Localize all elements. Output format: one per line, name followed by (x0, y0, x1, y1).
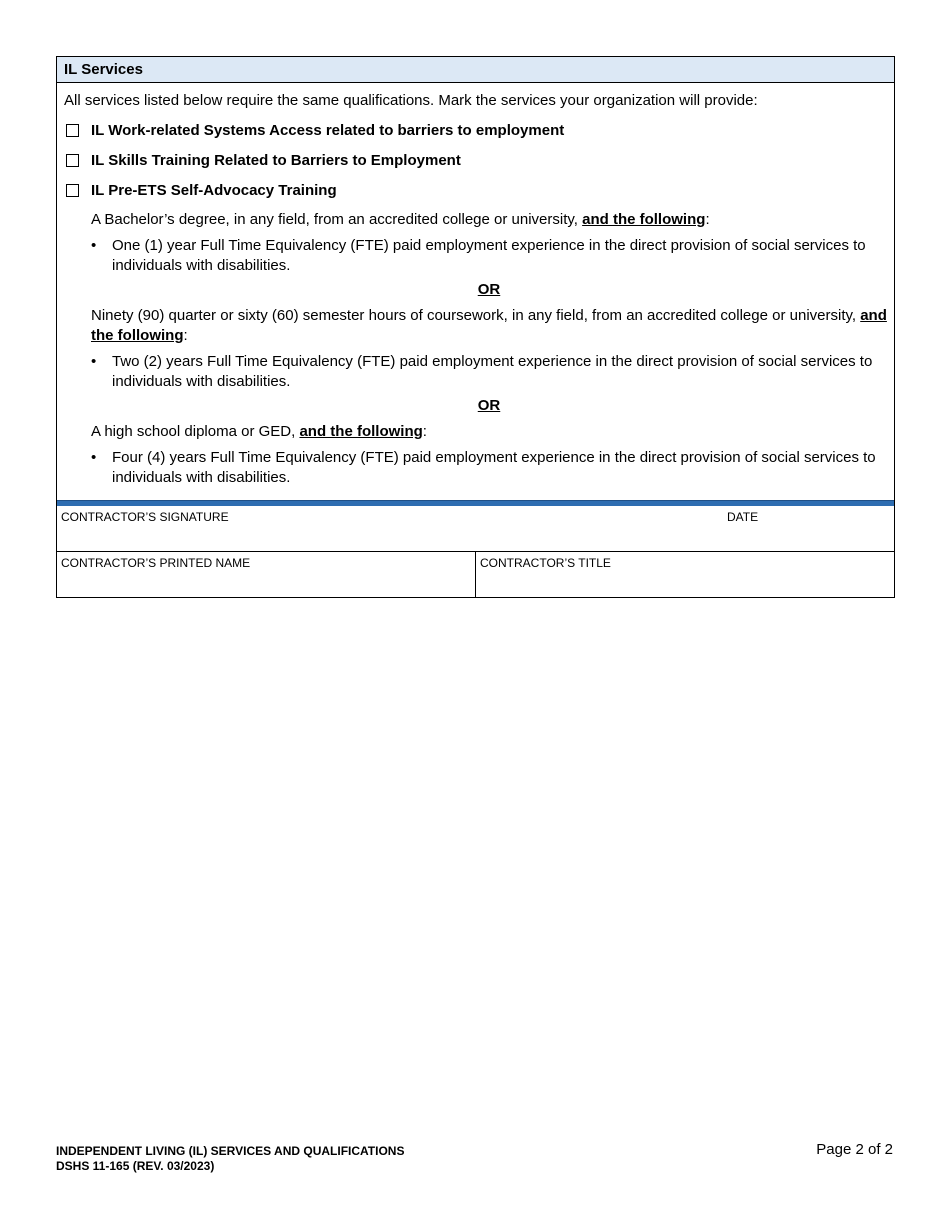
emphasis: and the following (299, 423, 423, 440)
or-separator: OR (477, 397, 501, 414)
qualification-text: A high school diploma or GED, (91, 423, 300, 440)
service-label: IL Skills Training Related to Barriers to Employment (91, 151, 461, 169)
il-services-form (56, 56, 895, 598)
colon: : (705, 211, 710, 228)
signature-row (57, 506, 894, 552)
colon: : (183, 327, 188, 344)
qualification-3 (91, 422, 887, 442)
title-label: CONTRACTOR’S TITLE (480, 556, 611, 570)
bullet-text: One (1) year Full Time Equivalency (FTE) paid employment experience in the direct provision of social services to individuals with disabilities. (112, 237, 866, 274)
date-label: DATE (727, 510, 759, 524)
bullet-icon: • (91, 237, 97, 254)
qualifications (64, 210, 887, 488)
checkbox-self-advocacy[interactable] (66, 184, 79, 197)
checkbox-work-systems-access[interactable] (66, 124, 79, 137)
colon: : (422, 423, 427, 440)
qualification-text: A Bachelor’s degree, in any field, from an accredited college or university, (91, 211, 583, 228)
emphasis: and the following (582, 211, 706, 228)
service-option-skills-training[interactable] (64, 150, 887, 170)
signature-label: CONTRACTOR’S SIGNATURE (61, 510, 229, 524)
section-body (57, 83, 894, 500)
bullet-icon: • (91, 353, 97, 370)
form-title: INDEPENDENT LIVING (IL) SERVICES AND QUALIFICATIONS (56, 1144, 405, 1158)
service-label: IL Pre-ETS Self-Advocacy Training (91, 181, 337, 199)
form-footer (56, 1144, 404, 1174)
qualification-2 (91, 306, 887, 346)
section-title: IL Services (57, 57, 894, 83)
bullet-text: Four (4) years Full Time Equivalency (FTE) paid employment experience in the direct provision of social services to individuals with disabilities. (112, 449, 876, 486)
qualification-1-bullet (91, 236, 887, 276)
printed-name-field[interactable] (57, 552, 476, 597)
service-label: IL Work-related Systems Access related to barriers to employment (91, 121, 565, 139)
printed-name-label: CONTRACTOR’S PRINTED NAME (61, 556, 251, 570)
form-number: DSHS 11-165 (REV. 03/2023) (56, 1159, 215, 1173)
checkbox-skills-training[interactable] (66, 154, 79, 167)
name-title-row (57, 552, 894, 597)
intro-text: All services listed below require the same qualifications. Mark the services your organization will provide: (64, 92, 758, 109)
qualification-3-bullet (91, 448, 887, 488)
qualification-1 (91, 210, 887, 230)
bullet-icon: • (91, 449, 97, 466)
page-number: Page 2 of 2 (816, 1141, 893, 1158)
service-option-self-advocacy[interactable] (64, 180, 887, 200)
title-field[interactable] (476, 552, 894, 597)
qualification-2-bullet (91, 352, 887, 392)
signature-field[interactable] (57, 506, 894, 551)
service-option-work-systems-access[interactable] (64, 120, 887, 140)
qualification-text: Ninety (90) quarter or sixty (60) semester hours of coursework, in any field, from an accredited college or university, (91, 307, 861, 324)
or-separator: OR (477, 281, 501, 298)
emphasis: and the following (91, 307, 887, 344)
bullet-text: Two (2) years Full Time Equivalency (FTE) paid employment experience in the direct provision of social services to individuals with disabilities. (112, 353, 873, 390)
